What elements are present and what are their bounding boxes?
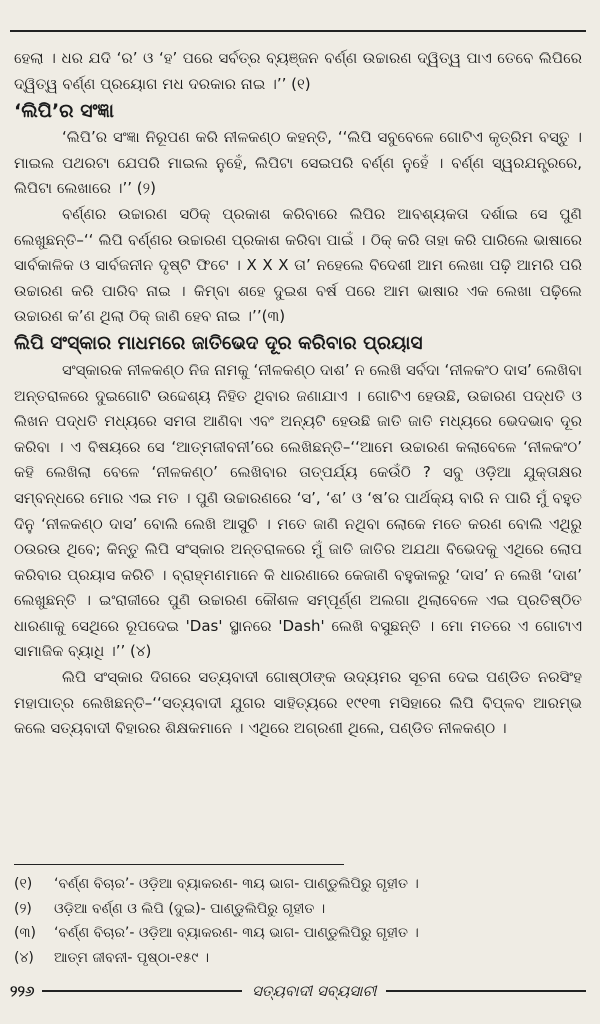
top-rule [10,30,586,32]
page-footer [10,982,586,1000]
page-number: ୨୨୬ [10,982,35,1000]
footnote-number: (୪) [14,949,34,966]
footnote-item [14,872,582,897]
footnote-item [14,897,582,922]
footer-rule-right [386,990,586,992]
paragraph-pronunciation: ବର୍ଣ୍ଣର ଉଚ୍ଚାରଣ ସଠିକ୍ ପ୍ରକାଶ କରିବାରେ ଲିପିର ଆବଶ୍ୟକତା ଦର୍ଶାଇ ସେ ପୁଣି ଲେଖୁଛନ୍ତି–‘‘ ଲିପି ବର୍ଣ୍ଣର ଉଚ୍ଚାରଣ ପ୍ରକାଶ କରିବା ପାଇଁ । ଠିକ୍ କରି ତାହା କରି ପାରିଲେ ଭାଷାରେ ସାର୍ବକାଳିକ ଓ ସାର୍ବଜନୀନ ଦୃଷ୍ଟି ଫିଟେ । X X X ତା’ ନହେଲେ ବିଦେଶୀ ଆମ ଲେଖା ପଢ଼ି ଆମରି ପରି ଉଚ୍ଚାରଣ କରି ପାରିବ ନାଇ । କିମ୍ବା ଶହେ ଦୁଇଶ ବର୍ଷ ପରେ ଆମ ଭାଷାର ଏକ ଲେଖା ପଢ଼ିଲେ ଉଚ୍ଚାରଣ କ’ଣ ଥିଲା ଠିକ୍ ଜାଣି ହେବ ନାଇ ।’’(୩) [14,204,582,326]
section-heading-lipi-definition: ‘ଲିପି’ର ସଂଜ୍ଞା [14,100,114,123]
paragraph-continuation: ହେଲା । ଧର ଯଦି ‘ର’ ଓ ‘ହ’ ପରେ ସର୍ବତ୍ର ବ୍ୟଞ୍ଜନ ବର୍ଣ୍ଣ ଉଚ୍ଚାରଣ ଦ୍ୱିତ୍ୱ ପାଏ ତେବେ ଲିପିରେ ଦ୍ୱିତ୍ୱ ବର୍ଣ୍ଣ ପ୍ରୟୋଗ ମଧ ଦରକାର ନାଇ ।’’ (୧) [14,49,582,93]
footnote-text: ଆତ୍ମ ଜୀବନୀ- ପୃଷ୍ଠା-୧୫୯ । [54,949,210,966]
footnote-number: (୨) [14,900,32,917]
paragraph-caste-reform: ସଂସ୍କାରକ ନୀଳକଣ୍ଠ ନିଜ ନାମକୁ ‘ନୀଳକଣ୍ଠ ଦାଶ’ ନ ଲେଖି ସର୍ବଦା ‘ନୀଳକଂଠ ଦାସ’ ଲେଖିବା ଅନ୍ତରାଳରେ ଦୁଇଗୋଟି ଉଦ୍ଦେଶ୍ୟ ନିହିତ ଥିବାର ଜଣାଯାଏ । ଗୋଟିଏ ହେଉଛି, ଉଚ୍ଚାରଣ ପଦ୍ଧତି ଓ ଲିଖନ ପଦ୍ଧତି ମଧ୍ୟରେ ସମତା ଆଣିବା ଏବଂ ଅନ୍ୟଟି ହେଉଛି ଜାତି ଜାତି ମଧ୍ୟରେ ଭେଦଭାବ ଦୂର କରିବା । ଏ ବିଷୟରେ ସେ ‘ଆତ୍ମଜୀବନୀ’ରେ ଲେଖିଛନ୍ତି–‘‘ଆମେ ଉଚ୍ଚାରଣ କଲାବେଳେ ‘ନୀଳକଂଠ’ କହି ଲେଖିଲା ବେଳେ ‘ନୀଳକଣ୍ଠ’ ଲେଖିବାର ତାତ୍ପର୍ଯ୍ୟ କେଉଁଠି ? ସବୁ ଓଡ଼ିଆ ଯୁକ୍ତାକ୍ଷର ସମ୍ବନ୍ଧରେ ମୋର ଏଇ ମତ । ପୁଣି ଉଚ୍ଚାରଣରେ ‘ସ’, ‘ଶ’ ଓ ‘ଷ’ର ପାର୍ଥକ୍ୟ ବାରି ନ ପାରି ମୁଁ ବହୁତ ଦିନୁ ‘ନୀଳକଣ୍ଠ ଦାସ’ ବୋଲି ଲେଖି ଆସୁଚି । ମତେ ଜାଣି ନଥିବା ଲୋକେ ମତେ କରଣ ବୋଲି ଏଥିରୁ ଠଉରଉ ଥିବେ; କିନ୍ତୁ ଲିପି ସଂସ୍କାର ଅନ୍ତରାଳରେ ମୁଁ ଜାତି ଜାତିର ଅଯଥା ବିଭେଦକୁ ଏଥିରେ ଲୋପ କରିବାର ପ୍ରୟାସ କରିଚି । ବ୍ରାହ୍ମଣମାନେ କି ଧାରଣାରେ କେଜାଣି ବହୁକାଳରୁ ‘ଦାସ’ ନ ଲେଖି ‘ଦାଶ’ ଲେଖୁଛନ୍ତି । ଇଂରାଜୀରେ ପୁଣି ଉଚ୍ଚାରଣ କୌଶଳ ସମ୍ପୂର୍ଣ୍ଣ ଅଲଗା ଥିଲାବେଳେ ଏଇ ପ୍ରତିଷ୍ଠିତ ଧାରଣାକୁ ସେଥିରେ ରୂପଦେଇ 'Das' ସ୍ଥାନରେ 'Dash' ଲେଖି ବସୁଛନ୍ତି । ମୋ ମତରେ ଏ ଗୋଟାଏ ସାମାଜିକ ବ୍ୟାଧି ।’’ (୪) [14,360,582,661]
footnote-number: (୩) [14,925,36,941]
footnote-text: ‘ବର୍ଣ୍ଣ ବିଚାର’- ଓଡ଼ିଆ ବ୍ୟାକରଣ- ୩ୟ ଭାଗ- ପାଣ୍ଡୁଲିପିରୁ ଗୃହୀତ । [54,876,419,892]
paragraph-satyabadi: ଲିପି ସଂସ୍କାର ଦିଗରେ ସତ୍ୟବାଦୀ ଗୋଷ୍ଠୀଙ୍କ ଉଦ୍ୟମର ସୂଚନା ଦେଇ ପଣ୍ଡିତ ନରସିଂହ ମହାପାତ୍ର ଲେଖିଛନ୍ତି–‘‘ସତ୍ୟବାଦୀ ଯୁଗର ସାହିତ୍ୟରେ ୧୯୧୩ ମସିହାରେ ଲିପି ବିପ୍ଳବ ଆରମ୍ଭ କଲେ ସତ୍ୟବାଦୀ ବିହାରର ଶିକ୍ଷକମାନେ । ଏଥିରେ ଅଗ୍ରଣୀ ଥିଲେ, ପଣ୍ଡିତ ନୀଳକଣ୍ଠ । [14,668,582,738]
footnote-text: ‘ବର୍ଣ୍ଣ ବିଚାର’- ଓଡ଼ିଆ ବ୍ୟାକରଣ- ୩ୟ ଭାଗ- ପାଣ୍ଡୁଲିପିରୁ ଗୃହୀତ । [54,925,419,941]
footer-rule-left [42,990,242,992]
footnote-item [14,946,582,971]
footnotes [14,872,582,970]
book-title: ସତ୍ୟବାଦୀ ସବ୍ୟସାଚୀ [252,982,377,1000]
footnote-number: (୧) [14,876,33,892]
section-heading-caste-reform: ଲିପି ସଂସ୍କାର ମାଧମରେ ଜାତିଭେଦ ଦୂର କରିବାର ପ୍ରୟାସ [14,332,423,354]
footnote-rule [14,864,344,865]
footnote-text: ଓଡ଼ିଆ ବର୍ଣ୍ଣ ଓ ଲିପି (ଦୁଇ)- ପାଣ୍ଡୁଲିପିରୁ ଗୃହୀତ । [54,900,326,917]
body-text [14,46,582,742]
paragraph-lipi-definition: ‘ଲିପି’ର ସଂଜ୍ଞା ନିରୂପଣ କରି ନୀଳକଣ୍ଠ କହନ୍ତି, ‘‘ଲିପି ସବୁବେଳେ ଗୋଟିଏ କୃତ୍ରିମ ବସ୍ତୁ । ମାଇଲ ପଥରଟା ଯେପରି ମାଇଲ ନୁହେଁ, ଲିପିଟା ସେଇପରି ବର୍ଣ୍ଣ ନୁହେଁ । ବର୍ଣ୍ଣ ସ୍ୱରଯନ୍ତ୍ରରେ, ଲିପିଟା ଲେଖାରେ ।’’ (୨) [14,128,582,198]
footnote-item [14,921,582,946]
